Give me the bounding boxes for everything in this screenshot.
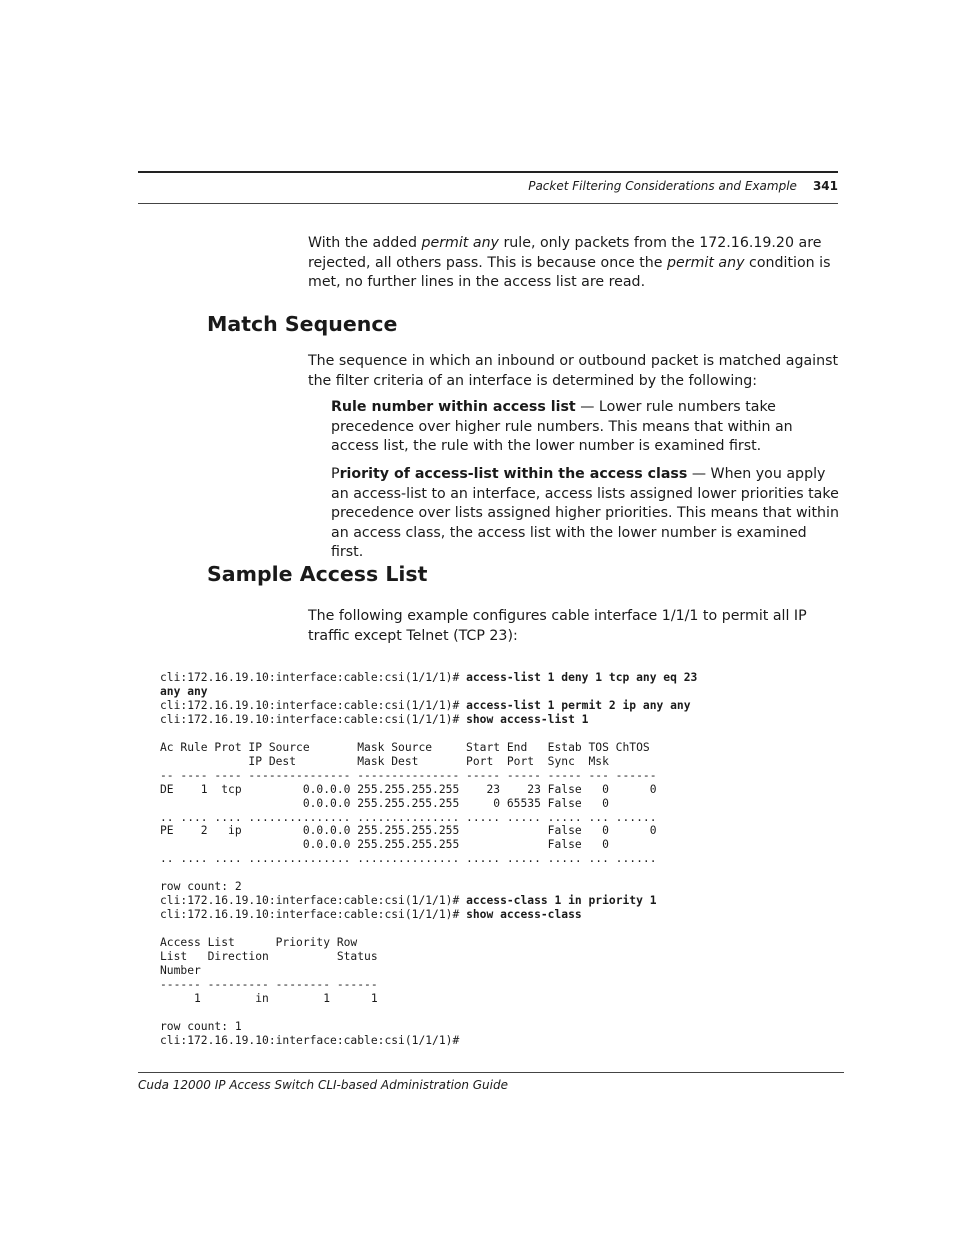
intro-text-1: With the added: [308, 235, 422, 251]
cli-prompt-final: cli:172.16.19.10:interface:cable:csi(1/1/1)#: [160, 1033, 460, 1047]
row-count-output: row count: 1: [160, 1019, 242, 1033]
header-rule-top: [138, 171, 838, 173]
intro-emphasis-2: permit any: [667, 254, 745, 271]
access-class-table-output: Access List Priority Row List Direction Status Number ------ --------- -------- ------ 1 in 1 1: [160, 936, 378, 1005]
row-count-output: row count: 2: [160, 880, 242, 894]
heading-match-sequence: Match Sequence: [207, 312, 398, 336]
intro-paragraph: [308, 234, 840, 293]
match-item-text: — Lower rule numbers take precedence over higher rule numbers. This means that within an access list, the rule with the lower number is examined first.: [331, 399, 793, 455]
access-list-table-output: Ac Rule Prot IP Source Mask Source Start End Estab TOS ChTOS IP Dest Mask Dest Port Port Sync Msk -- ---- ---- --------------- --------------- ----- ----- ----- --- ------ DE 1 tcp 0.0.0.0 255.255.255.255 23 23 False 0 0 0.0.0.0 255.255.255.255 0 65535 False 0 .. .... .... ............... ............... ..... ..... ..... ... ...... PE 2 ip 0.0.0.0 255.255.255.255 False 0 0 0.0.0.0 255.255.255.255 False 0 .. .... .... ............... ............... ..... ..... ..... ... ......: [160, 740, 657, 866]
match-item-term: Rule number within access list: [331, 399, 576, 415]
cli-command: access-list 1 permit 2 ip any any: [466, 698, 691, 712]
footer-title: Cuda 12000 IP Access Switch CLI-based Administration Guide: [138, 1078, 508, 1092]
cli-command: show access-list 1: [466, 712, 589, 726]
cli-prompt: cli:172.16.19.10:interface:cable:csi(1/1/1)#: [160, 908, 467, 922]
match-item-rule-number: [331, 398, 841, 457]
cli-example: [160, 671, 697, 1048]
match-item-term: riority of access-list within the access class: [339, 466, 688, 482]
cli-command-continuation: any any: [160, 684, 208, 698]
match-item-prefix: P: [331, 466, 340, 482]
heading-sample-access-list: Sample Access List: [207, 562, 428, 586]
running-head-title: Packet Filtering Considerations and Example: [528, 179, 797, 193]
cli-command: access-class 1 in priority 1: [466, 894, 657, 908]
cli-command: access-list 1 deny 1 tcp any eq 23: [466, 671, 698, 684]
page-number: 341: [812, 179, 838, 193]
cli-prompt: cli:172.16.19.10:interface:cable:csi(1/1/1)#: [160, 698, 467, 712]
cli-prompt: cli:172.16.19.10:interface:cable:csi(1/1/1)#: [160, 671, 467, 684]
match-sequence-intro: The sequence in which an inbound or outbound packet is matched against the filter criteria of an interface is determined by the following:: [308, 353, 839, 389]
match-item-priority: [331, 465, 841, 563]
cli-command: show access-class: [466, 908, 582, 922]
footer-rule: [138, 1072, 844, 1073]
match-item-text: — When you apply an access-list to an interface, access lists assigned lower priorities take precedence over lists assigned higher priorities. This means that within an access class, the access list with the lower number is examined first.: [331, 466, 839, 561]
intro-text-2: rule, only packets from the 172.16.19.20 are rejected, all others pass. This is because once the: [308, 235, 822, 271]
cli-prompt: cli:172.16.19.10:interface:cable:csi(1/1/1)#: [160, 712, 467, 726]
cli-prompt: cli:172.16.19.10:interface:cable:csi(1/1/1)#: [160, 894, 467, 908]
header-rule-bottom: [138, 203, 838, 204]
running-head: [528, 178, 838, 194]
intro-text-3: condition is met, no further lines in the access list are read.: [308, 254, 831, 291]
intro-emphasis-1: permit any: [421, 235, 499, 251]
sample-intro: The following example configures cable interface 1/1/1 to permit all IP traffic except Telnet (TCP 23):: [308, 608, 807, 644]
